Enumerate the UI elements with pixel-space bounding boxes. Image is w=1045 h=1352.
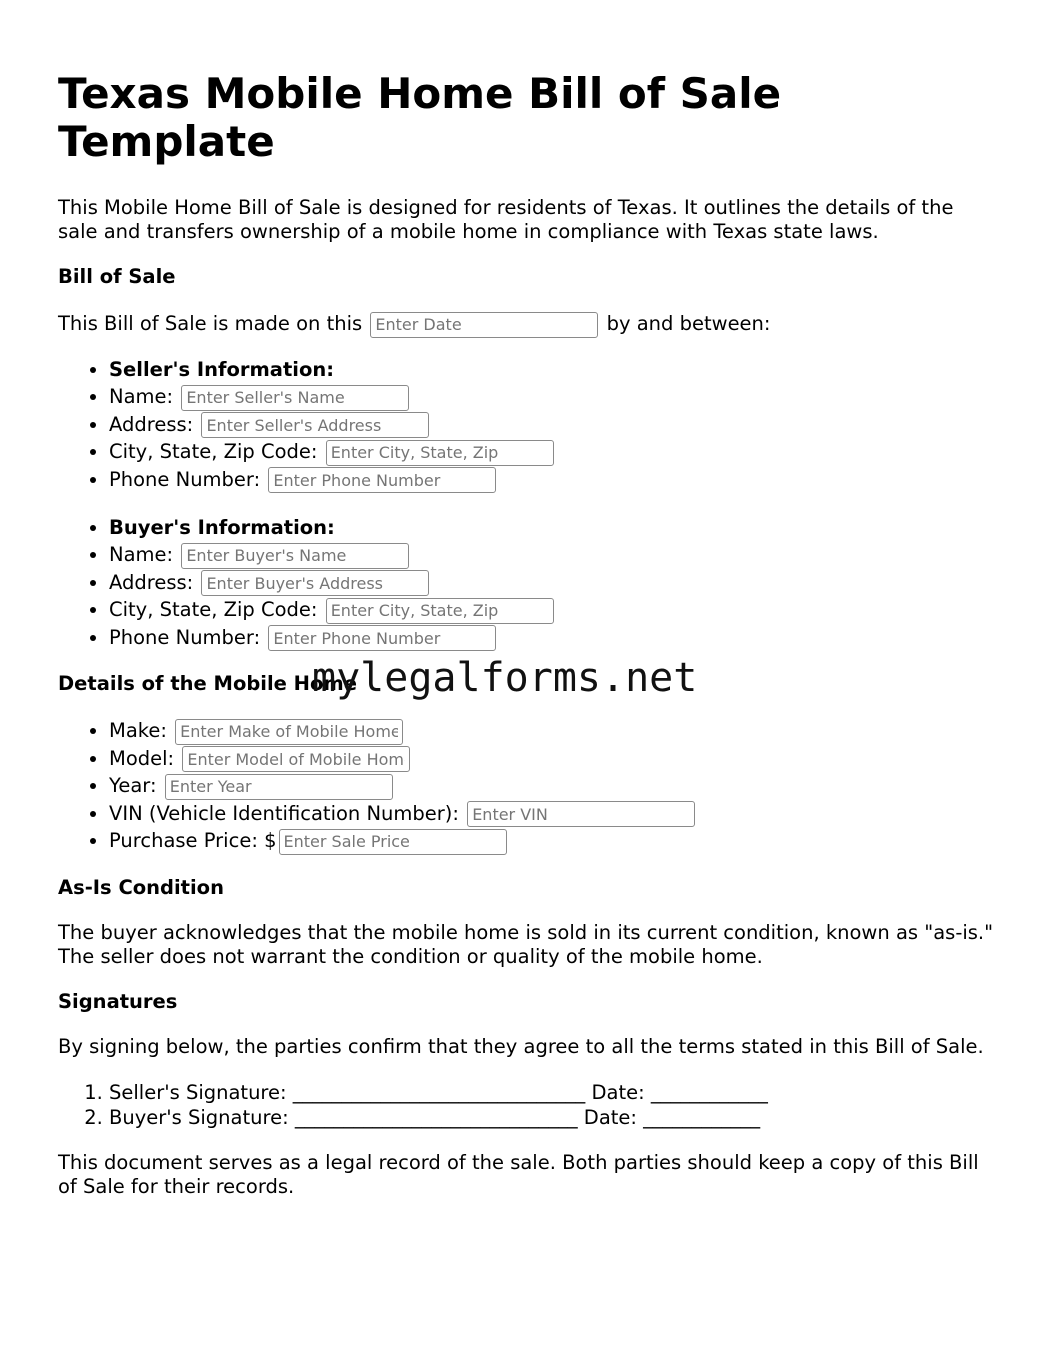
seller-phone-item — [109, 466, 998, 494]
details-heading: Details of the Mobile Home — [58, 672, 357, 695]
bill-of-sale-heading: Bill of Sale — [58, 265, 176, 288]
made-on-prefix: This Bill of Sale is made on this — [58, 312, 363, 335]
signatures-heading: Signatures — [58, 989, 178, 1013]
year-input[interactable] — [165, 774, 393, 800]
buyer-information-list — [58, 514, 998, 651]
model-item — [109, 745, 998, 773]
buyer-address-label: Address: — [109, 570, 194, 594]
buyer-address-input[interactable] — [201, 570, 429, 596]
vin-input[interactable] — [467, 801, 695, 827]
buyer-name-input[interactable] — [181, 543, 409, 569]
purchase-price-input[interactable] — [279, 829, 507, 855]
date-input[interactable] — [370, 312, 598, 338]
watermark-text: mylegalforms.net — [312, 655, 698, 701]
vin-item — [109, 800, 998, 828]
document — [58, 70, 998, 1220]
buyer-city-label: City, State, Zip Code: — [109, 598, 318, 621]
purchase-price-label: Purchase Price: $ — [109, 829, 277, 852]
seller-phone-input[interactable] — [268, 467, 496, 493]
buyer-city-input[interactable] — [326, 598, 554, 624]
seller-heading: • Seller's Information: — [109, 356, 998, 383]
seller-name-input[interactable] — [181, 385, 409, 411]
make-input[interactable] — [175, 719, 403, 745]
year-label: Year: — [109, 774, 157, 797]
purchase-price-item — [109, 827, 998, 855]
page-title: Texas Mobile Home Bill of Sale Template — [58, 69, 782, 166]
seller-name-item — [109, 383, 998, 411]
make-label: Make: — [109, 719, 167, 742]
buyer-city-item — [109, 596, 998, 624]
buyer-name-item — [109, 541, 998, 569]
seller-phone-label: Phone Number: — [109, 467, 261, 491]
seller-information-list — [58, 356, 998, 493]
buyer-heading: • Buyer's Information: — [109, 514, 998, 541]
signature-list — [58, 1080, 998, 1130]
model-label: Model: — [109, 746, 175, 770]
buyer-name-label: Name: — [109, 543, 174, 566]
buyer-phone-input[interactable] — [268, 625, 496, 651]
made-on-suffix: by and between: — [606, 312, 771, 335]
seller-address-item — [109, 411, 998, 439]
seller-city-input[interactable] — [326, 440, 554, 466]
make-item — [109, 717, 998, 745]
seller-address-label: Address: — [109, 412, 194, 436]
made-on-line — [58, 310, 998, 338]
year-item — [109, 772, 998, 800]
mobile-home-details-list — [58, 717, 998, 855]
closing-paragraph: This document serves as a legal record of the sale. Both parties should keep a copy of this Bill of Sale for their records. — [58, 1150, 979, 1198]
signatures-paragraph: By signing below, the parties confirm that they agree to all the terms stated in this Bill of Sale. — [58, 1034, 984, 1058]
as-is-paragraph: The buyer acknowledges that the mobile home is sold in its current condition, known as "as-is." The seller does not warrant the condition or quality of the mobile home. — [58, 920, 994, 968]
buyer-phone-label: Phone Number: — [109, 625, 261, 649]
buyer-address-item — [109, 569, 998, 597]
seller-city-label: City, State, Zip Code: — [109, 440, 318, 463]
buyer-phone-item — [109, 624, 998, 652]
seller-signature-line: 1. Seller's Signature: ______________________________ Date: ____________ — [109, 1080, 998, 1105]
seller-name-label: Name: — [109, 385, 174, 408]
seller-address-input[interactable] — [201, 412, 429, 438]
intro-paragraph: This Mobile Home Bill of Sale is designed for residents of Texas. It outlines the details of the sale and transfers ownership of a mobile home in compliance with Texas state laws. — [58, 196, 954, 243]
seller-city-item — [109, 438, 998, 466]
buyer-signature-line: 2. Buyer's Signature: _____________________________ Date: ____________ — [109, 1105, 998, 1130]
vin-label: VIN (Vehicle Identification Number): — [109, 801, 459, 825]
model-input[interactable] — [182, 746, 410, 772]
as-is-heading: As-Is Condition — [58, 875, 224, 899]
